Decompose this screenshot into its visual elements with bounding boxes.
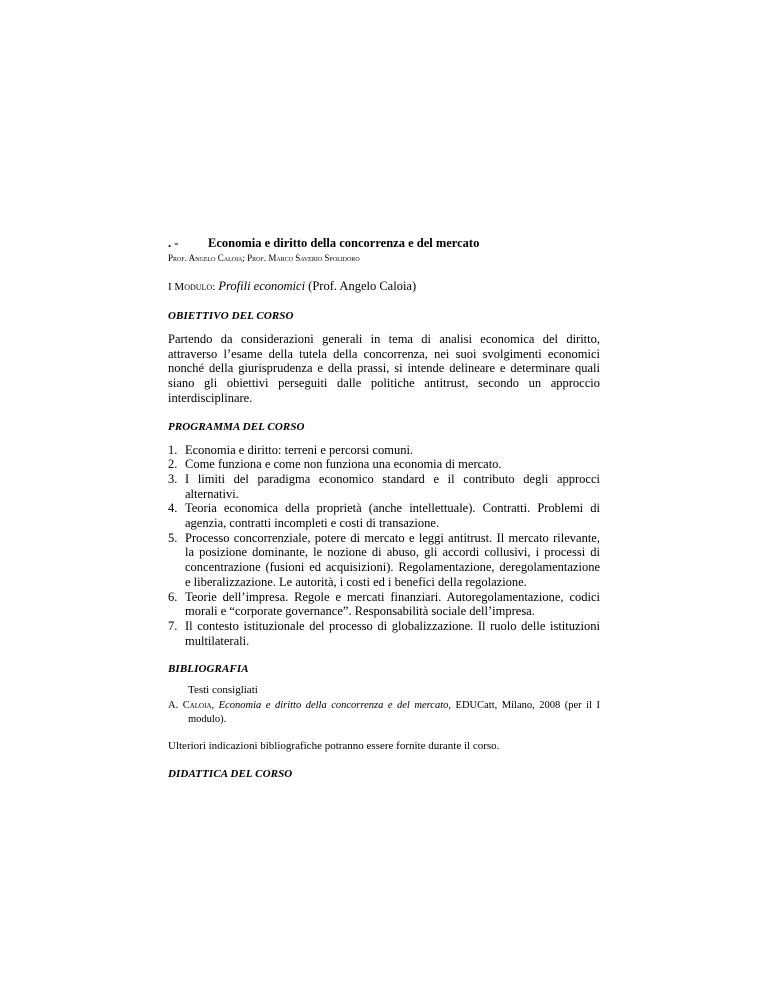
course-professors: Prof. Angelo Caloia; Prof. Marco Saverio Spolidoro — [168, 253, 360, 263]
list-item-number: 6. — [168, 589, 178, 604]
bibliography-title: Economia e diritto della concorrenza e del mercato, — [218, 700, 452, 712]
document-page — [168, 236, 600, 790]
bibliography-entry — [168, 699, 600, 727]
programma-list — [168, 443, 600, 649]
obiettivo-text: Partendo da considerazioni generali in tema di analisi economica del diritto, attraverso l’esame della tutela della concorrenza, nei suoi svolgimenti economici nonché della giurisprudenza e della prassi, si intende delineare e determinare quali siano gli obiettivi perseguiti dalle politiche antitrust, secondo un approccio interdisciplinare. — [168, 332, 600, 405]
module-teacher: (Prof. Angelo Caloia) — [308, 279, 417, 293]
list-item-text: Come funziona e come non funziona una economia di mercato. — [185, 457, 502, 472]
list-item-number: 2. — [168, 457, 178, 472]
bibliografia-heading: BIBLIOGRAFIA — [168, 663, 249, 676]
list-item — [168, 531, 600, 590]
bibliography-details: EDUCatt, Milano, 2008 (per il I modulo). — [188, 700, 601, 726]
list-item — [168, 590, 600, 619]
didattica-heading: DIDATTICA DEL CORSO — [168, 768, 293, 781]
list-item-text: Il contesto istituzionale del processo di globalizzazione. Il ruolo delle istituzioni multilaterali. — [185, 618, 600, 648]
list-item-number: 3. — [168, 471, 178, 486]
course-title — [168, 236, 600, 251]
list-item-number: 4. — [168, 501, 178, 516]
list-item — [168, 443, 600, 458]
bibliography-author: A. Caloia, — [168, 700, 215, 712]
list-item — [168, 501, 600, 530]
list-item-number: 1. — [168, 442, 178, 457]
list-item-number: 7. — [168, 618, 178, 633]
course-title-text: Economia e diritto della concorrenza e del mercato — [208, 236, 480, 250]
course-number: . - — [168, 236, 179, 250]
testi-consigliati-label: Testi consigliati — [188, 684, 258, 697]
obiettivo-heading: OBIETTIVO DEL CORSO — [168, 310, 294, 322]
module-label: I Modulo: — [168, 281, 216, 293]
ulteriori-indicazioni: Ulteriori indicazioni bibliografiche potranno essere fornite durante il corso. — [168, 740, 500, 753]
list-item — [168, 472, 600, 501]
list-item-text: Processo concorrenziale, potere di mercato e leggi antitrust. Il mercato rilevante, la posizione dominante, le nozione di abuso, gli accordi collusivi, i processi di concentrazione (fusioni ed acquisizioni). Regolamentazione, deregolamentazione e liberalizzazione. Le autorità, i costi ed i benefici della regolazione. — [185, 530, 600, 589]
programma-heading: PROGRAMMA DEL CORSO — [168, 420, 305, 433]
list-item-text: Teorie dell’impresa. Regole e mercati finanziari. Autoregolamentazione, codici morali e “corporate governance”. Responsabilità sociale dell’impresa. — [185, 589, 600, 619]
list-item — [168, 619, 600, 648]
module-name: Profili economici — [218, 279, 306, 293]
list-item-number: 5. — [168, 530, 178, 545]
list-item-text: I limiti del paradigma economico standard e il contributo degli approcci alternativi. — [185, 471, 600, 501]
list-item — [168, 457, 600, 472]
list-item-text: Economia e diritto: terreni e percorsi comuni. — [185, 442, 414, 457]
list-item-text: Teoria economica della proprietà (anche intellettuale). Contratti. Problemi di agenzia, contratti incompleti e costi di transazione. — [185, 501, 600, 531]
module-line — [168, 279, 600, 295]
